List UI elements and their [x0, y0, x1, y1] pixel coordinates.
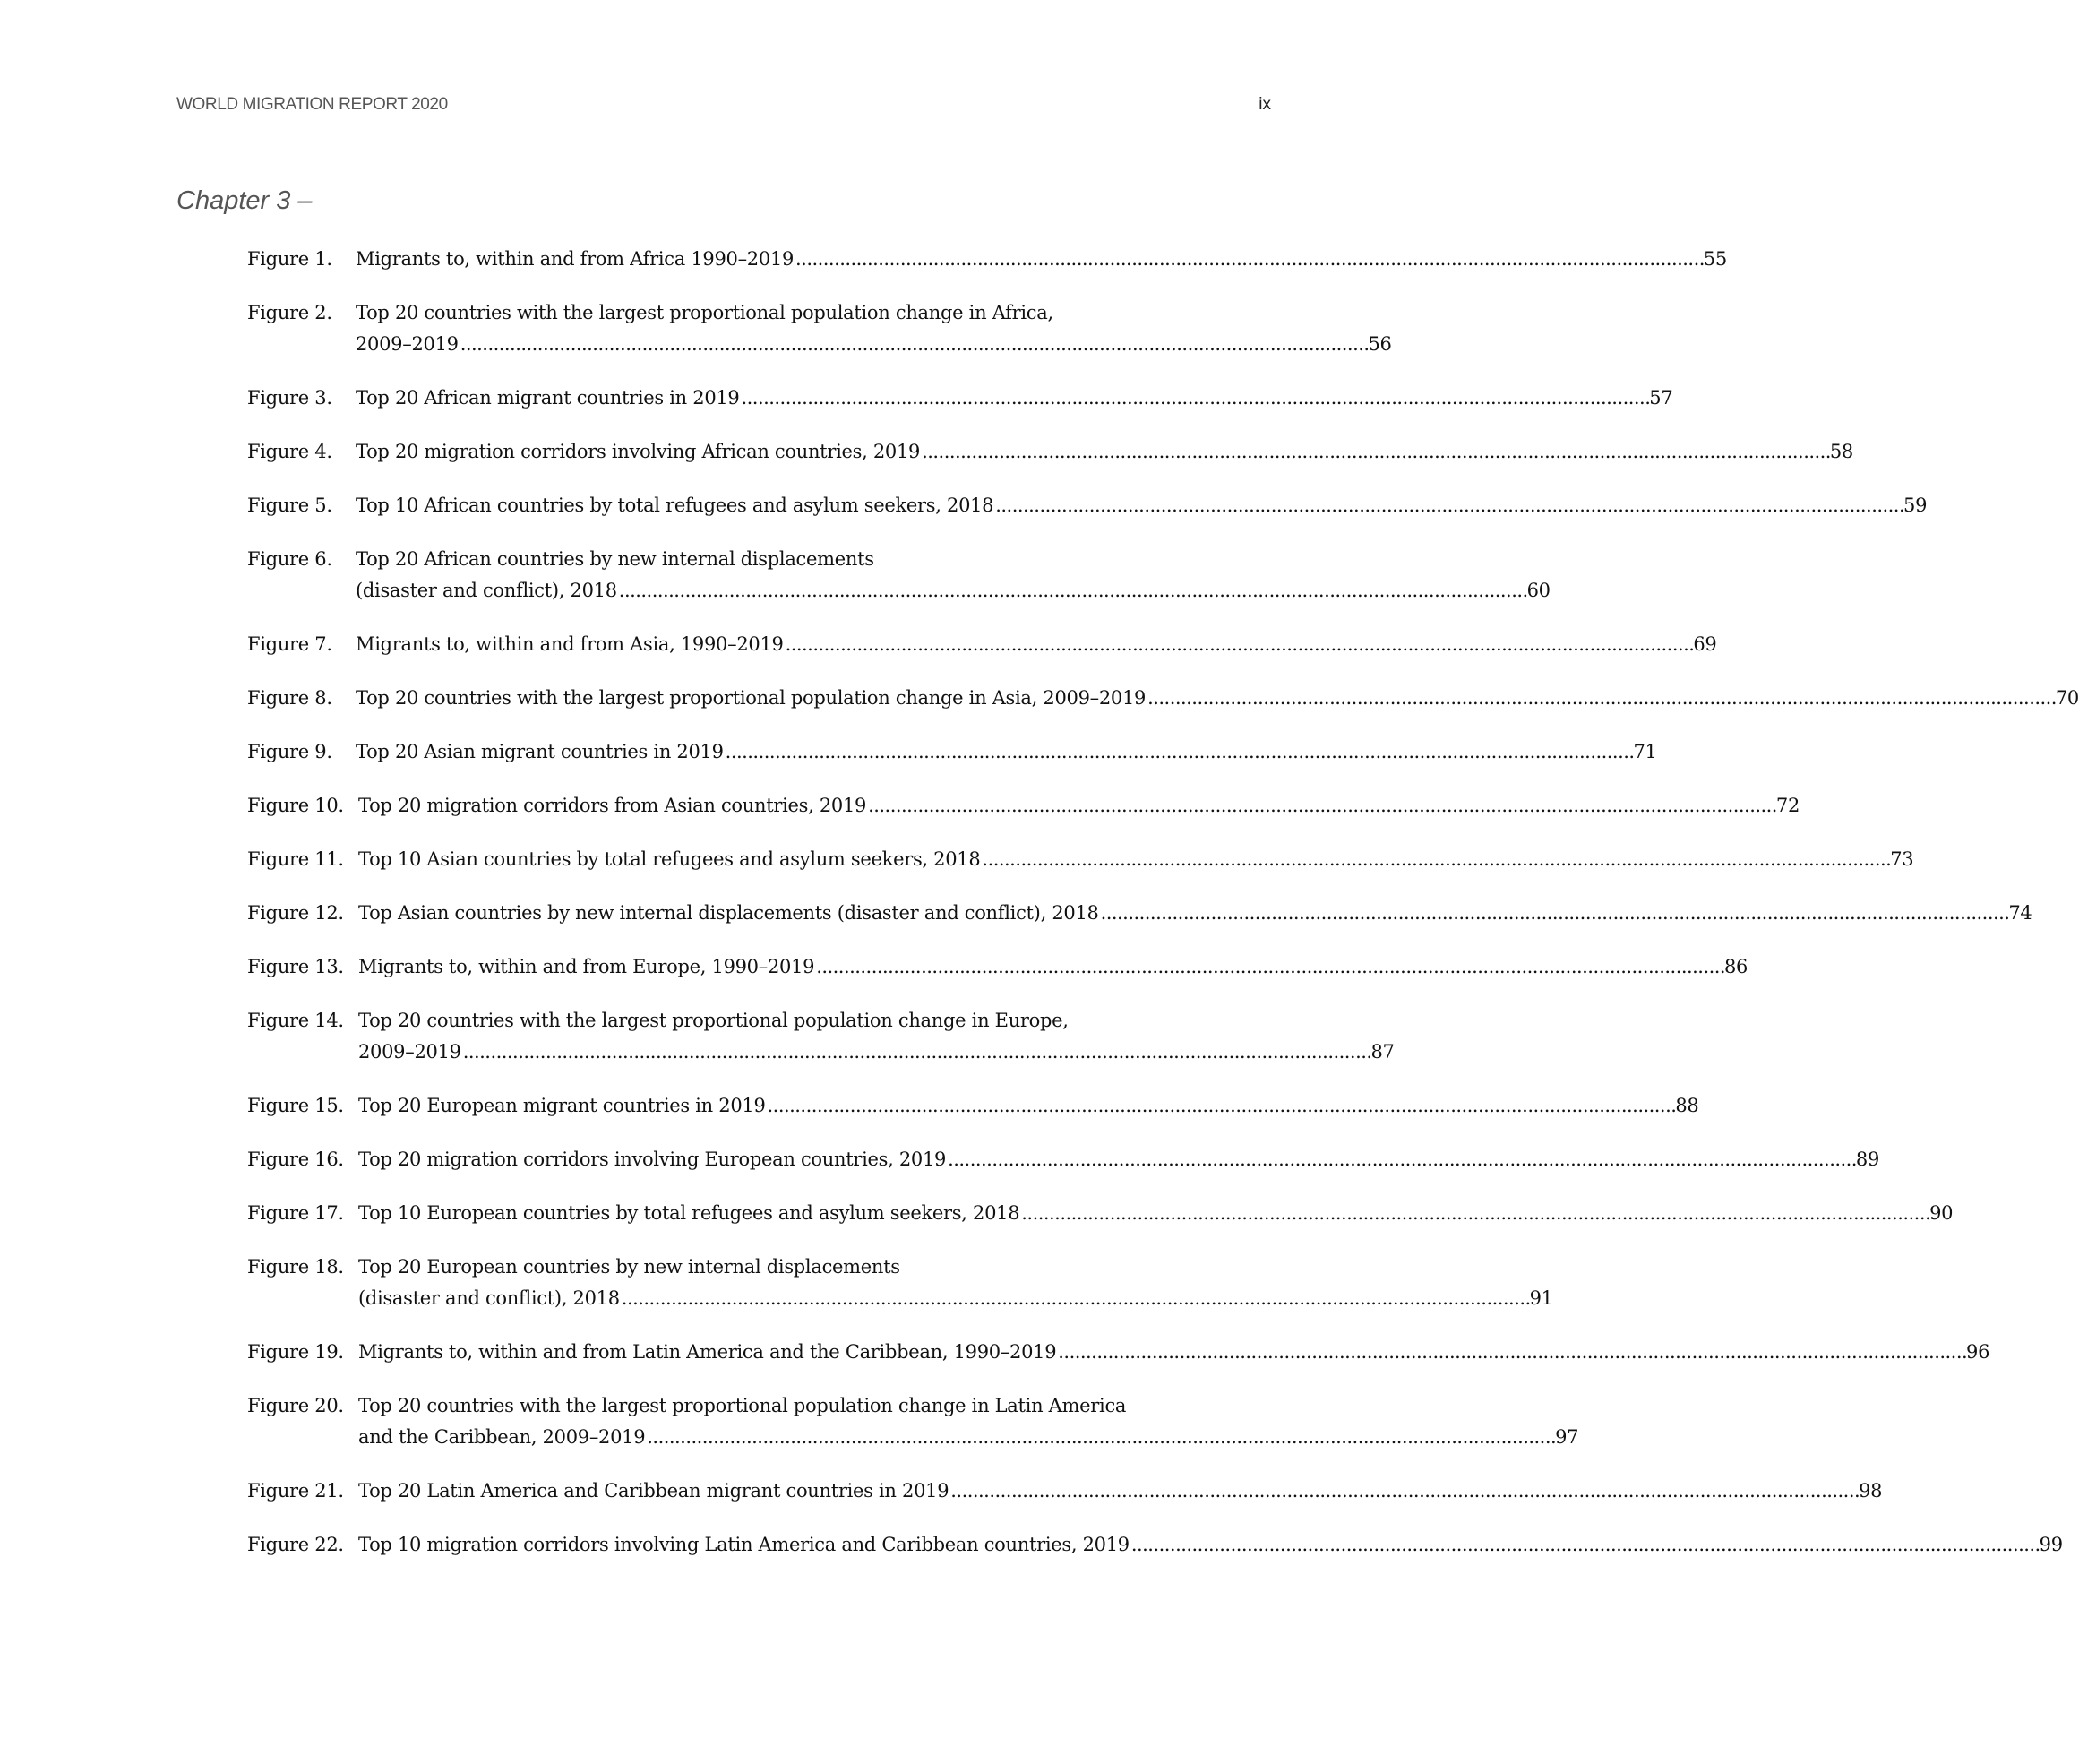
figure-title-line — [356, 436, 1853, 468]
figure-label: Figure 17. — [247, 1202, 344, 1224]
dot-leader — [463, 1037, 1370, 1068]
figure-title: Top 10 African countries by total refugees and asylum seekers, 2018 — [356, 495, 994, 516]
toc-entry[interactable] — [247, 683, 2079, 714]
figure-title: Top 20 African countries by new internal displacements — [356, 548, 874, 570]
figure-title: Top 20 African migrant countries in 2019 — [356, 387, 740, 409]
dot-leader — [619, 575, 1525, 607]
figure-label: Figure 19. — [247, 1341, 344, 1363]
figure-title-continuation: (disaster and conflict), 2018 — [358, 1287, 620, 1309]
figure-page-number: 87 — [1370, 1041, 1395, 1063]
figure-page-number: 99 — [2039, 1534, 2063, 1555]
figure-label: Figure 6. — [247, 548, 332, 570]
figure-title-line — [358, 790, 1800, 822]
figure-entry-body — [358, 1005, 1395, 1068]
page-number: ix — [1259, 95, 1271, 114]
figure-page-number: 71 — [1633, 741, 1657, 762]
figure-title-line — [356, 736, 1657, 768]
figure-entry-body — [358, 1337, 1990, 1368]
figure-label: Figure 22. — [247, 1534, 344, 1555]
figure-entry-body — [358, 1144, 1880, 1175]
figure-label: Figure 9. — [247, 741, 332, 762]
figure-title: Migrants to, within and from Europe, 1990–2019 — [358, 956, 815, 977]
figure-title-continuation-line — [356, 329, 1392, 360]
toc-entry[interactable] — [247, 436, 1853, 468]
figure-entry-body — [356, 244, 1727, 275]
figure-title: Top Asian countries by new internal displacements (disaster and conflict), 2018 — [358, 902, 1099, 924]
figure-label: Figure 21. — [247, 1480, 344, 1502]
figure-title-line — [358, 1144, 1880, 1175]
figure-entry-body — [356, 544, 1551, 607]
figure-title-line — [358, 844, 1914, 875]
dot-leader — [995, 490, 1902, 521]
dot-leader — [742, 383, 1648, 414]
figure-page-number: 91 — [1529, 1287, 1553, 1309]
figure-title: Top 20 migration corridors involving European countries, 2019 — [358, 1149, 947, 1170]
figure-label: Figure 10. — [247, 795, 344, 816]
toc-entry[interactable] — [247, 244, 1727, 275]
dot-leader — [647, 1422, 1553, 1453]
figure-title: Top 20 European countries by new internal displacements — [358, 1256, 900, 1278]
dot-leader — [982, 844, 1888, 875]
figure-entry-body — [358, 1090, 1699, 1122]
figure-title-line — [356, 297, 1272, 329]
toc-entry[interactable] — [247, 544, 1551, 607]
toc-entry[interactable] — [247, 1390, 1579, 1453]
figure-entry-body — [356, 436, 1853, 468]
toc-entry[interactable] — [247, 1144, 1880, 1175]
toc-entry[interactable] — [247, 629, 1717, 660]
figure-page-number: 86 — [1723, 956, 1748, 977]
figure-label: Figure 12. — [247, 902, 344, 924]
figure-entry-body — [358, 1390, 1579, 1453]
figure-title: Top 20 Latin America and Caribbean migrant countries in 2019 — [358, 1480, 949, 1502]
figure-entry-body — [358, 844, 1914, 875]
toc-entry[interactable] — [247, 790, 1800, 822]
dot-leader — [948, 1144, 1854, 1175]
figure-label: Figure 8. — [247, 687, 332, 709]
dot-leader — [868, 790, 1774, 822]
figure-title: Top 20 Asian migrant countries in 2019 — [356, 741, 724, 762]
figure-page-number: 69 — [1693, 633, 1717, 655]
figure-title-continuation-line — [356, 575, 1551, 607]
dot-leader — [1058, 1337, 1964, 1368]
figure-label: Figure 4. — [247, 441, 332, 462]
figure-title-line — [358, 1090, 1699, 1122]
figure-title-line — [358, 1476, 1883, 1507]
toc-entry[interactable] — [247, 1476, 1883, 1507]
figure-title: Top 10 European countries by total refugees and asylum seekers, 2018 — [358, 1202, 1020, 1224]
figure-title-line — [358, 898, 2032, 929]
figure-entry-body — [356, 490, 1928, 521]
figure-title-line — [358, 1198, 1954, 1229]
dot-leader — [726, 736, 1632, 768]
figure-label: Figure 13. — [247, 956, 344, 977]
dot-leader — [460, 329, 1367, 360]
figure-page-number: 98 — [1859, 1480, 1883, 1502]
toc-entry[interactable] — [247, 951, 1748, 983]
figure-entry-body — [358, 1198, 1954, 1229]
figure-page-number: 89 — [1855, 1149, 1880, 1170]
figure-title-line — [356, 544, 1272, 575]
toc-entry[interactable] — [247, 1529, 2063, 1561]
figure-title-line — [356, 490, 1928, 521]
figure-page-number: 90 — [1929, 1202, 1954, 1224]
figure-title: Migrants to, within and from Latin America and the Caribbean, 1990–2019 — [358, 1341, 1057, 1363]
figure-page-number: 57 — [1649, 387, 1673, 409]
figure-page-number: 60 — [1526, 580, 1551, 601]
dot-leader — [1021, 1198, 1928, 1229]
figure-label: Figure 5. — [247, 495, 332, 516]
figure-title-line — [356, 244, 1727, 275]
figure-label: Figure 18. — [247, 1256, 344, 1278]
figure-title-line — [358, 1390, 1272, 1422]
figure-title-line — [356, 683, 2079, 714]
toc-entry[interactable] — [247, 1198, 1954, 1229]
figure-title-line — [358, 1337, 1990, 1368]
dot-leader — [1101, 898, 2007, 929]
toc-entry[interactable] — [247, 383, 1673, 414]
figure-page-number: 73 — [1890, 848, 1914, 870]
figure-title-continuation-line — [358, 1037, 1395, 1068]
figure-entry-body — [356, 297, 1392, 360]
figure-title: Top 10 migration corridors involving Latin America and Caribbean countries, 2019 — [358, 1534, 1130, 1555]
figure-label: Figure 2. — [247, 302, 332, 323]
report-title: WORLD MIGRATION REPORT 2020 — [176, 95, 448, 114]
figure-page-number: 72 — [1775, 795, 1800, 816]
toc-entry[interactable] — [247, 1337, 1990, 1368]
figure-title: Top 20 European migrant countries in 2019 — [358, 1095, 766, 1116]
toc-entry[interactable] — [247, 1252, 1553, 1314]
figure-title: Top 10 Asian countries by total refugees and asylum seekers, 2018 — [358, 848, 981, 870]
figure-title: Migrants to, within and from Africa 1990–2019 — [356, 248, 795, 270]
figure-entry-body — [356, 629, 1717, 660]
figure-title-continuation-line — [358, 1283, 1553, 1314]
chapter-heading: Chapter 3 – — [176, 186, 313, 215]
figure-page-number: 96 — [1966, 1341, 1990, 1363]
figure-label: Figure 3. — [247, 387, 332, 409]
toc-entry[interactable] — [247, 490, 1928, 521]
figure-page-number: 58 — [1829, 441, 1853, 462]
dot-leader — [622, 1283, 1528, 1314]
figure-page-number: 59 — [1903, 495, 1928, 516]
dot-leader — [768, 1090, 1674, 1122]
figure-page-number: 88 — [1675, 1095, 1699, 1116]
figure-title: Top 20 countries with the largest proportional population change in Africa, — [356, 302, 1053, 323]
figure-entry-body — [358, 1476, 1883, 1507]
figure-entry-body — [358, 951, 1748, 983]
figure-title: Migrants to, within and from Asia, 1990–2019 — [356, 633, 784, 655]
figure-title-line — [358, 951, 1748, 983]
figure-title-line — [356, 383, 1673, 414]
figure-page-number: 70 — [2055, 687, 2079, 709]
dot-leader — [950, 1476, 1857, 1507]
list-of-figures — [247, 244, 2079, 1583]
figure-entry-body — [358, 790, 1800, 822]
toc-entry[interactable] — [247, 844, 1914, 875]
figure-title: Top 20 countries with the largest proportional population change in Asia, 2009–2019 — [356, 687, 1147, 709]
dot-leader — [1131, 1529, 2038, 1561]
figure-label: Figure 11. — [247, 848, 344, 870]
figure-title-continuation: (disaster and conflict), 2018 — [356, 580, 617, 601]
figure-entry-body — [358, 1529, 2063, 1561]
figure-title: Top 20 migration corridors involving African countries, 2019 — [356, 441, 921, 462]
figure-entry-body — [358, 898, 2032, 929]
toc-entry[interactable] — [247, 736, 1657, 768]
figure-title-continuation: 2009–2019 — [356, 333, 459, 355]
figure-title-line — [358, 1252, 1272, 1283]
toc-entry[interactable] — [247, 297, 1392, 360]
running-header — [176, 95, 1271, 116]
figure-label: Figure 14. — [247, 1010, 344, 1031]
dot-leader — [1147, 683, 2054, 714]
figure-label: Figure 16. — [247, 1149, 344, 1170]
dot-leader — [786, 629, 1692, 660]
figure-entry-body — [356, 383, 1673, 414]
figure-page-number: 74 — [2008, 902, 2032, 924]
figure-page-number: 56 — [1368, 333, 1392, 355]
figure-title: Top 20 migration corridors from Asian countries, 2019 — [358, 795, 867, 816]
figure-title: Top 20 countries with the largest proportional population change in Europe, — [358, 1010, 1069, 1031]
dot-leader — [795, 244, 1702, 275]
figure-label: Figure 20. — [247, 1395, 344, 1416]
figure-title-line — [356, 629, 1717, 660]
figure-entry-body — [356, 683, 2079, 714]
toc-entry[interactable] — [247, 1005, 1395, 1068]
figure-entry-body — [356, 736, 1657, 768]
figure-label: Figure 7. — [247, 633, 332, 655]
toc-entry[interactable] — [247, 1090, 1699, 1122]
figure-title-continuation: 2009–2019 — [358, 1041, 461, 1063]
figure-label: Figure 15. — [247, 1095, 344, 1116]
figure-title-line — [358, 1005, 1272, 1037]
figure-page-number: 55 — [1703, 248, 1727, 270]
figure-entry-body — [358, 1252, 1553, 1314]
figure-title: Top 20 countries with the largest proportional population change in Latin America — [358, 1395, 1127, 1416]
dot-leader — [922, 436, 1828, 468]
figure-title-line — [358, 1529, 2063, 1561]
figure-page-number: 97 — [1555, 1426, 1579, 1448]
dot-leader — [816, 951, 1722, 983]
toc-entry[interactable] — [247, 898, 2032, 929]
figure-title-continuation: and the Caribbean, 2009–2019 — [358, 1426, 646, 1448]
figure-label: Figure 1. — [247, 248, 332, 270]
figure-title-continuation-line — [358, 1422, 1579, 1453]
